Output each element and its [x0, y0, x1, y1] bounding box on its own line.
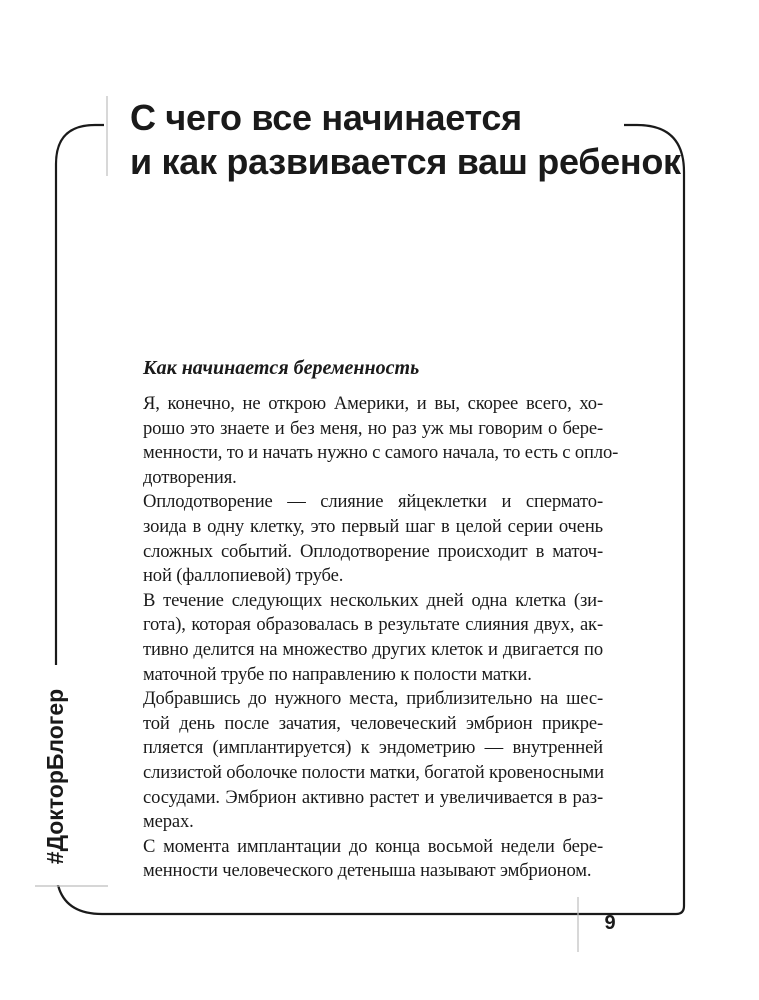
- text-line: Я, конечно, не открою Америки, и вы, скорее всего, хо-: [143, 393, 603, 414]
- text-line: слизистой оболочке полости матки, богатой кровеносными: [143, 761, 604, 783]
- text-line: рошо это знаете и без меня, но раз уж мы говорим о бере-: [143, 417, 603, 439]
- text-line: маточной трубе по направлению к полости матки.: [143, 663, 532, 685]
- section-heading: Как начинается беременность: [143, 357, 420, 379]
- side-tag-label: #ДокторБлогер: [42, 688, 69, 864]
- chapter-title-line-2: и как развивается ваш ребенок: [130, 141, 681, 182]
- text-line: пляется (имплантируется) к эндометрию — внутренней: [143, 737, 603, 759]
- chapter-title-line-1: С чего все начинается: [130, 97, 522, 138]
- text-line: менности человеческого детеныша называют эмбрионом.: [143, 860, 592, 882]
- text-line: менности, то и начать нужно с самого начала, то есть с опло-: [143, 442, 619, 464]
- text-line: зоида в одну клетку, это первый шаг в целой серии очень: [143, 515, 603, 537]
- text-line: сложных событий. Оплодотворение происходит в маточ-: [143, 540, 603, 562]
- text-line: мерах.: [143, 811, 194, 833]
- text-line: С момента имплантации до конца восьмой недели бере-: [143, 835, 603, 857]
- text-line: дотворения.: [143, 466, 237, 488]
- text-line: гота), которая образовалась в результате слияния двух, ак-: [143, 614, 603, 636]
- text-line: той день после зачатия, человеческий эмбрион прикре-: [143, 712, 603, 734]
- chapter-title: [130, 96, 681, 184]
- text-line: Добравшись до нужного места, приблизительно на шес-: [143, 688, 603, 710]
- text-line: тивно делится на множество других клеток и двигается по: [143, 638, 603, 660]
- text-line: Оплодотворение — слияние яйцеклетки и сперматo-: [143, 491, 603, 513]
- text-line: сосудами. Эмбрион активно растет и увеличивается в раз-: [143, 786, 603, 808]
- text-line: ной (фаллопиевой) трубе.: [143, 565, 344, 587]
- text-line: В течение следующих нескольких дней одна клетка (зи-: [143, 589, 603, 611]
- page-number: 9: [604, 912, 616, 934]
- body-text: [143, 392, 619, 884]
- side-tag: [35, 676, 77, 876]
